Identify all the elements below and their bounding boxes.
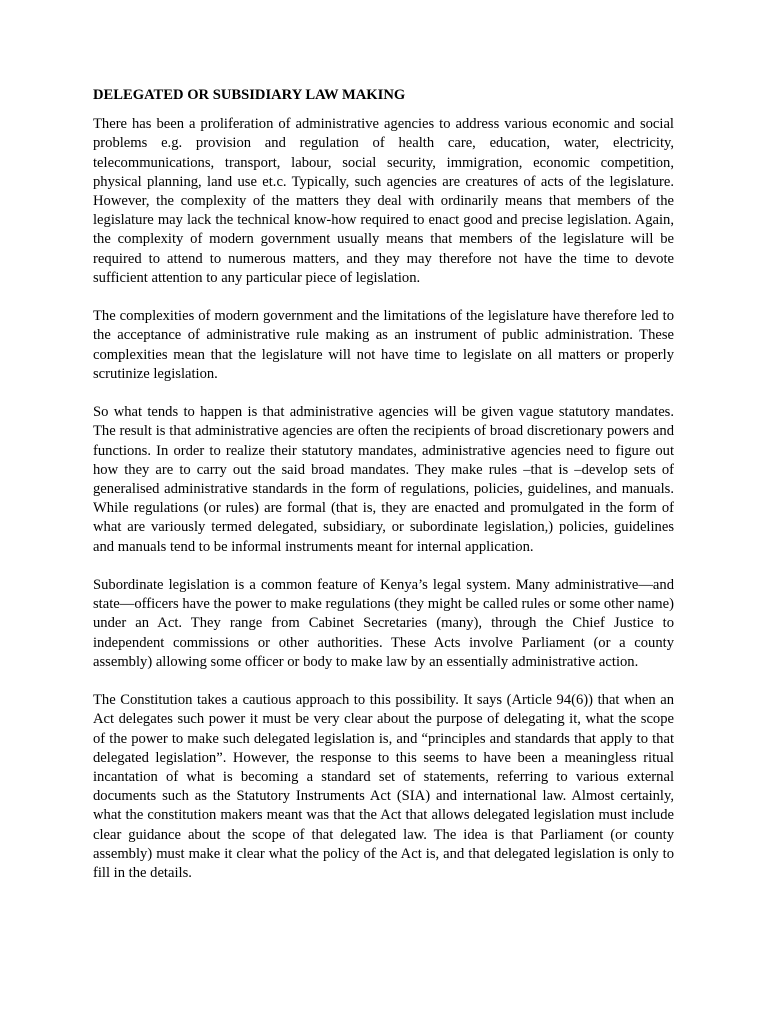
- paragraph-subordinate-legislation: Subordinate legislation is a common feature of Kenya’s legal system. Many administrative—and state—officers have the power to make regulations (they might be called rules or some other name) under an Act. They range from Cabinet Secretaries (many), through the Chief Justice to independent commissions or other authorities. These Acts involve Parliament (or a county assembly) allowing some officer or body to make law by an essentially administrative action.: [93, 577, 674, 670]
- paragraph-constitution: The Constitution takes a cautious approach to this possibility. It says (Article 94(6)) that when an Act delegates such power it must be very clear about the purpose of delegating it, what the scope of the power to make such delegated legislation is, and “principles and standards that apply to that delegated legislation”. However, the response to this seems to have been a meaningless ritual incantation of what is becoming a standard set of statements, referring to various external documents such as the Statutory Instruments Act (SIA) and international law. Almost certainly, what the constitution makers meant was that the Act that allows delegated legislation must include clear guidance about the scope of that delegated law. The idea is that Parliament (or county assembly) must make it clear what the policy of the Act is, and that delegated legislation is only to fill in the details.: [93, 692, 674, 882]
- paragraph-agencies: There has been a proliferation of administrative agencies to address various economic and social problems e.g. provision and regulation of health care, education, water, electricity, telecommunications, transport, labour, social security, immigration, economic competition, physical planning, land use et.c. Typically, such agencies are creatures of acts of the legislature. However, the complexity of the matters they deal with ordinarily means that members of the legislature may lack the technical know-how required to enact good and precise legislation. Again, the complexity of modern government usually means that members of the legislature will be required to attend to numerous matters, and they may therefore not have the time to devote sufficient attention to any particular piece of legislation.: [93, 116, 674, 286]
- paragraph-rule-making: The complexities of modern government and the limitations of the legislature have therefore led to the acceptance of administrative rule making as an instrument of public administration. These complexities mean that the legislature will not have time to legislate on all matters or properly scrutinize legislation.: [93, 308, 674, 382]
- paragraph-statutory-mandates: So what tends to happen is that administrative agencies will be given vague statutory mandates. The result is that administrative agencies are often the recipients of broad discretionary powers and functions. In order to realize their statutory mandates, administrative agencies need to figure out how they are to carry out the said broad mandates. They make rules –that is –develop sets of generalised administrative standards in the form of regulations, policies, guidelines, and manuals. While regulations (or rules) are formal (that is, they are enacted and promulgated in the form of what are variously termed delegated, subsidiary, or subordinate legislation,) policies, guidelines and manuals tend to be informal instruments meant for internal application.: [93, 404, 674, 555]
- document-title: DELEGATED OR SUBSIDIARY LAW MAKING: [93, 87, 406, 103]
- document-page: [93, 86, 674, 902]
